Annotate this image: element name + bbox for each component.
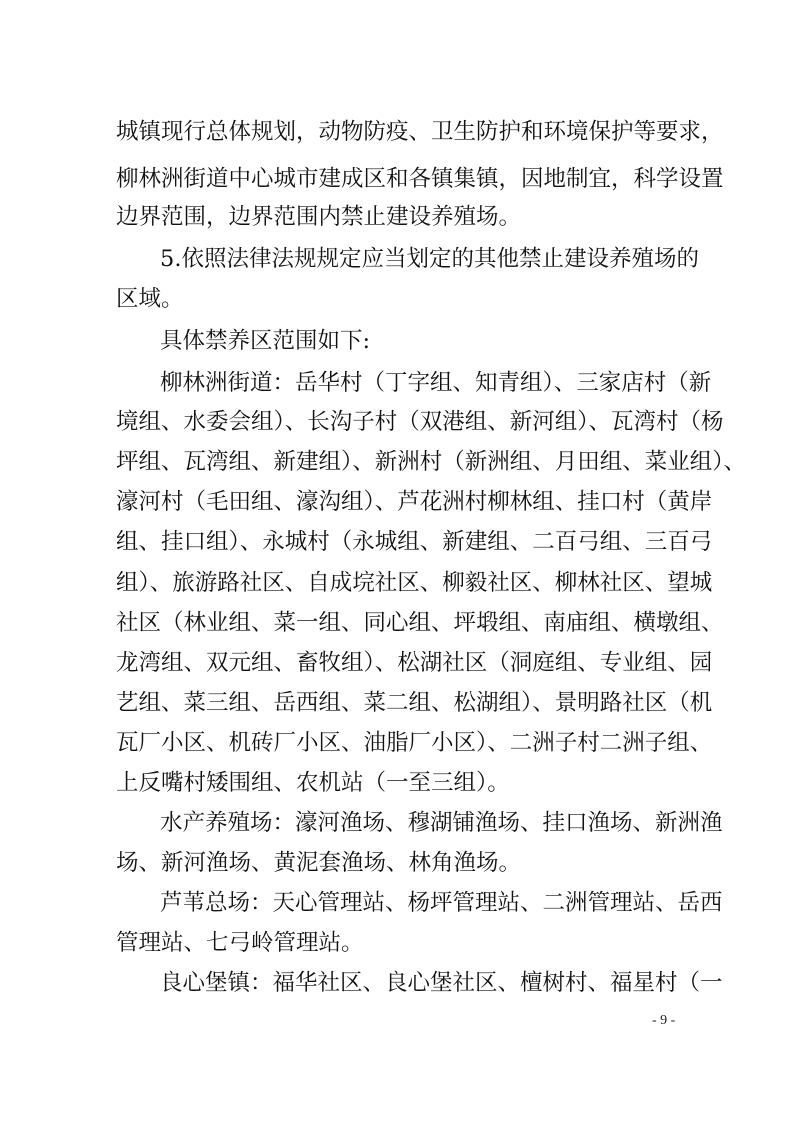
body-text-line: 龙湾组、双元组、畜牧组）、松湖社区（洞庭组、专业组、园 [116,650,713,676]
body-text-line: 管理站、七弓岭管理站。 [116,930,364,956]
paragraph-first-line: 水产养殖场：濠河渔场、穆湖铺渔场、挂口渔场、新洲渔 [160,810,723,836]
page-number: - 9 - [652,1013,676,1028]
body-text-line: 濠河村（毛田组、濠沟组）、芦花洲村柳林组、挂口村（黄岸 [116,489,713,515]
body-text-line: 边界范围，边界范围内禁止建设养殖场。 [116,204,522,230]
paragraph-first-line: 良心堡镇：福华社区、良心堡社区、檀树村、福星村（一 [160,970,723,996]
body-text-line: 场、新河渔场、黄泥套渔场、林角渔场。 [116,850,522,876]
body-text-line: 坪组、瓦湾组、新建组）、新洲村（新洲组、月田组、菜业组）、 [116,449,747,475]
paragraph-first-line: 柳林洲街道：岳华村（丁字组、知青组）、三家店村（新 [160,370,712,396]
body-text-line: 城镇现行总体规划，动物防疫、卫生防护和环境保护等要求， [116,119,724,145]
body-text-line: 上反嘴村矮围组、农机站（一至三组）。 [116,770,510,796]
body-text-line: 瓦厂小区、机砖厂小区、油脂厂小区）、二洲子村二洲子组、 [116,730,713,756]
section-intro-line: 具体禁养区范围如下: [160,328,371,354]
paragraph-first-line: 芦苇总场：天心管理站、杨坪管理站、二洲管理站、岳西 [160,890,723,916]
paragraph-first-line: 5.依照法律法规规定应当划定的其他禁止建设养殖场的 [160,246,699,272]
body-text-line: 区域。 [116,286,184,312]
body-text-line: 柳林洲街道中心城市建成区和各镇集镇，因地制宜，科学设置 [116,166,724,192]
body-text-line: 境组、水委会组）、长沟子村（双港组、新河组）、瓦湾村（杨 [116,409,724,435]
body-text-line: 组、挂口组）、永城村（永城组、新建组、二百弓组、三百弓 [116,529,713,555]
body-text-line: 艺组、菜三组、岳西组、菜二组、松湖组）、景明路社区（机 [116,690,713,716]
body-text-line: 组）、旅游路社区、自成垸社区、柳毅社区、柳林社区、望城 [116,570,713,596]
body-text-line: 社区（林业组、菜一组、同心组、坪塅组、南庙组、横墩组、 [116,610,724,636]
